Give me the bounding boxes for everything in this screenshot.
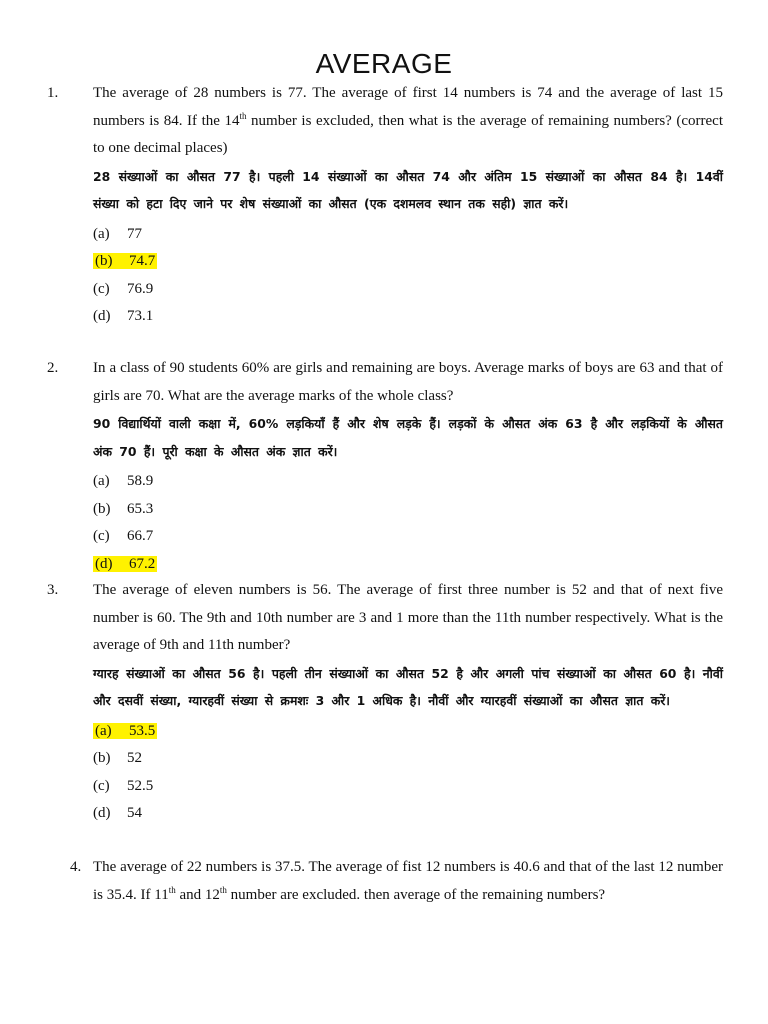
- question-text-english: The average of 22 numbers is 37.5. The average of fist 12 numbers is 40.6 and that of the last 12 number is 35.4. If 11th and 12th number are excluded. then average of the remaining numbers?: [93, 859, 723, 903]
- options-list: [93, 221, 723, 331]
- option-b[interactable]: [93, 248, 723, 276]
- question-text-hindi: ग्यारह संख्याओं का औसत 56 है। पहली तीन संख्याओं का औसत 52 है और अगली पांच संख्याओं का औसत 60 है। नौवीं और दसवीं संख्या, ग्यारहवीं संख्या से क्रमशः 3 और 1 अधिक है। नौवीं और ग्यारहवीं संख्याओं का औसत ज्ञात करें।: [93, 665, 723, 708]
- correct-answer-highlight: (a) 53.5: [95, 722, 156, 739]
- option-a[interactable]: (a) 77: [93, 225, 142, 242]
- question-text-hindi: 28 संख्याओं का औसत 77 है। पहली 14 संख्याओं का औसत 74 और अंतिम 15 संख्याओं का औसत 84 है। 14वीं संख्या को हटा दिए जाने पर शेष संख्याओं का औसत (एक दशमलव स्थान तक सही) ज्ञात करें।: [93, 168, 723, 211]
- question-body: [93, 854, 723, 909]
- question-text-english: The average of 28 numbers is 77. The average of first 14 numbers is 74 and the average of last 15 numbers is 84. If the 14th number is excluded, then what is the average of remaining numbers? (correct to one decimal places): [93, 85, 723, 156]
- option-d[interactable]: [93, 551, 723, 579]
- correct-answer-highlight: (b) 74.7: [95, 253, 156, 269]
- option-d[interactable]: (d) 73.1: [93, 308, 154, 324]
- options-list: [93, 718, 723, 828]
- question-text-english: In a class of 90 students 60% are girls and remaining are boys. Average marks of boys are 63 and that of girls are 70. What are the average marks of the whole class?: [93, 360, 723, 404]
- question-body: [93, 577, 723, 828]
- option-c[interactable]: (c) 66.7: [93, 528, 154, 544]
- question-number: 2.: [47, 360, 59, 376]
- option-a[interactable]: [93, 718, 723, 746]
- option-b[interactable]: (b) 52: [93, 750, 142, 766]
- page-title: AVERAGE: [315, 48, 453, 79]
- question-body: [93, 80, 723, 331]
- option-c[interactable]: (c) 52.5: [93, 777, 154, 794]
- question-number: 4.: [70, 859, 82, 875]
- question-text-hindi: 90 विद्यार्थियों वाली कक्षा में, 60% लड़कियाँ हैं और शेष लड़के हैं। लड़कों के औसत अंक 63 है और लड़कियों के औसत अंक 70 हैं। पूरी कक्षा के औसत अंक ज्ञात करें।: [93, 416, 723, 459]
- question-text-english: The average of eleven numbers is 56. The average of first three number is 52 and that of next five number is 60. The 9th and 10th number are 3 and 1 more than the 11th number respectively. What is the average of 9th and 11th number?: [93, 582, 723, 653]
- option-d[interactable]: (d) 54: [93, 805, 142, 821]
- options-list: [93, 468, 723, 578]
- question-number: 1.: [47, 85, 59, 101]
- question-body: [93, 355, 723, 578]
- correct-answer-highlight: (d) 67.2: [95, 555, 156, 572]
- question-number: 3.: [47, 582, 59, 598]
- option-b[interactable]: (b) 65.3: [93, 500, 154, 517]
- option-a[interactable]: (a) 58.9: [93, 473, 154, 489]
- option-c[interactable]: (c) 76.9: [93, 280, 154, 297]
